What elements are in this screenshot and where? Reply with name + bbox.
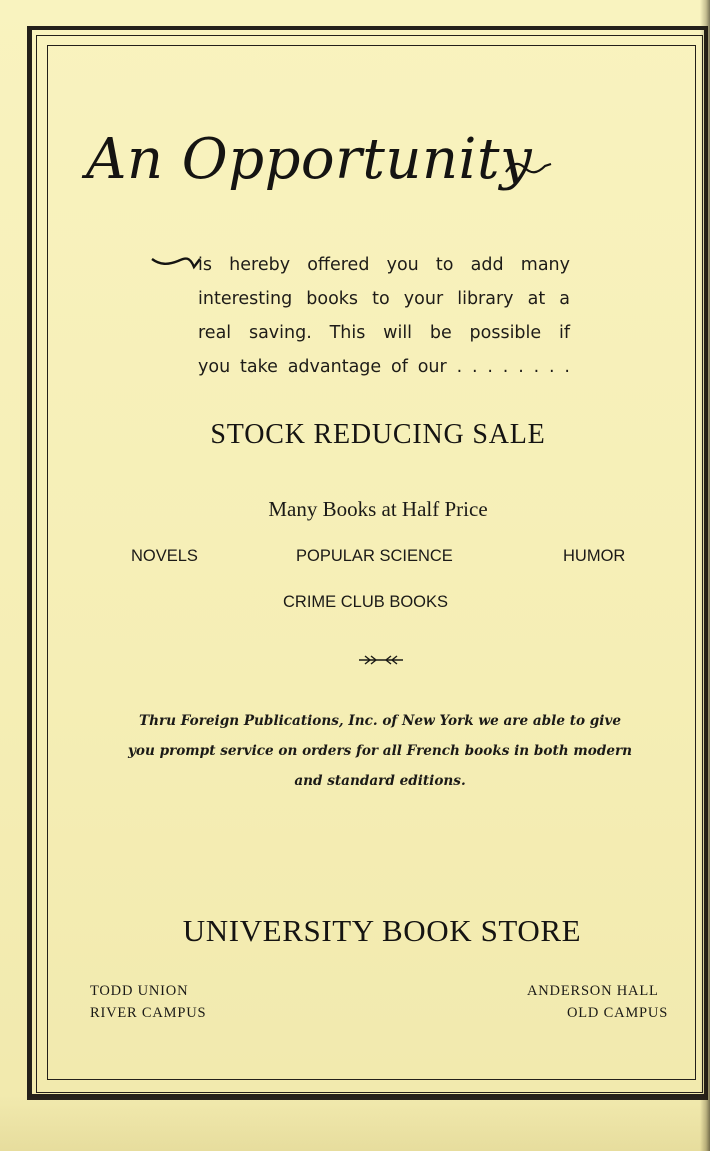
intro-line: is hereby offered you to add many bbox=[198, 255, 570, 275]
page-title: An Opportunity bbox=[86, 127, 533, 192]
category-novels: NOVELS bbox=[131, 547, 198, 565]
divider-ornament bbox=[357, 654, 405, 666]
location-river-campus: RIVER CAMPUS bbox=[90, 1005, 207, 1021]
page-edge-shadow bbox=[700, 0, 710, 1151]
category-humor: HUMOR bbox=[563, 547, 626, 565]
location-anderson-hall: ANDERSON HALL bbox=[527, 983, 659, 999]
location-old-campus: OLD CAMPUS bbox=[567, 1005, 669, 1021]
intro-paragraph bbox=[198, 248, 570, 384]
notice-paragraph bbox=[120, 706, 640, 796]
notice-line: you prompt service on orders for all French books in both modern bbox=[127, 743, 633, 759]
title-swash-ornament bbox=[505, 158, 553, 180]
intro-line: you take advantage of our . . . . . . . . bbox=[198, 357, 570, 377]
store-name: UNIVERSITY BOOK STORE bbox=[182, 913, 582, 948]
category-popular-science: POPULAR SCIENCE bbox=[296, 547, 453, 565]
notice-line: Thru Foreign Publications, Inc. of New York we are able to give bbox=[138, 713, 621, 729]
sale-subhead: Many Books at Half Price bbox=[268, 497, 488, 521]
notice-line: and standard editions. bbox=[294, 773, 466, 789]
intro-line: interesting books to your library at a bbox=[198, 289, 570, 309]
intro-line: real saving. This will be possible if bbox=[198, 323, 570, 343]
location-todd-union: TODD UNION bbox=[90, 983, 189, 999]
intro-swash-ornament bbox=[150, 253, 202, 271]
category-crime-club: CRIME CLUB BOOKS bbox=[283, 593, 449, 611]
paper-edge-shading bbox=[0, 1096, 710, 1151]
sale-headline: STOCK REDUCING SALE bbox=[210, 419, 546, 450]
